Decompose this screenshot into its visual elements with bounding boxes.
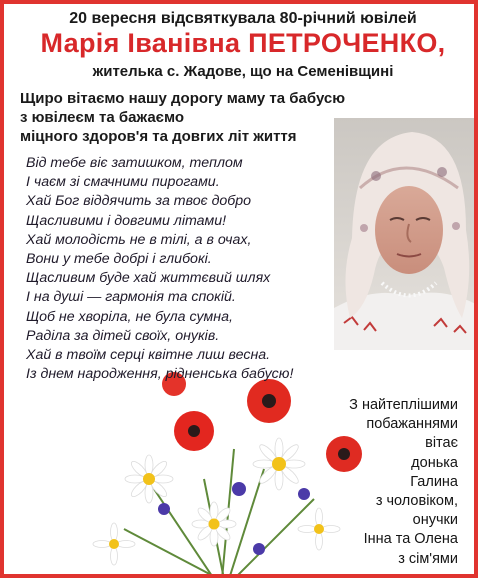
signoff [308,396,458,569]
residence-line: жителька с. Жадове, що на Семенівщині [92,63,394,80]
signoff-line: з сім'ями [398,550,458,567]
greeting-line: міцного здоров'я та довгих літ життя [20,128,297,145]
poem [26,154,356,384]
greeting-line: Щиро вітаємо нашу дорогу маму та бабусю [20,90,346,107]
poem-line: І на душі — гармонія та спокій. [26,289,236,306]
signoff-line: побажаннями [366,416,458,433]
poem-line: Хай молодість не в тілі, а в очах, [26,231,252,248]
poem-line: Від тебе віє затишком, теплом [26,155,243,171]
poem-line: Із днем народження, рідненська бабусю! [26,366,294,383]
signoff-line: донька [411,454,458,471]
poem-line: Щоб не хворіла, не була сумна, [26,308,233,325]
announcement-line: 20 вересня відсвяткувала 80-річний ювілей [69,10,417,27]
poem-line: Хай Бог віддячить за твоє добро [26,193,252,210]
signoff-line: Інна та Олена [363,531,458,548]
poem-line: Щасливим буде хай життєвий шлях [26,270,271,287]
signoff-line: З найтеплішими [349,397,458,413]
signoff-line: онучки [412,512,458,529]
honoree-name: Марія Іванівна ПЕТРОЧЕНКО, [40,28,446,58]
greeting-text [20,89,360,146]
signoff-line: вітає [425,435,458,452]
signoff-line: Галина [410,473,458,490]
poem-line: Вони у тебе добрі і глибокі. [26,251,212,268]
poem-line: І чаєм зі смачними пирогами. [26,174,220,191]
poem-line: Раділа за дітей своїх, онуків. [26,327,220,344]
greeting-line: з ювілеєм та бажаємо [20,109,185,126]
signoff-line: з чоловіком, [375,493,458,510]
poem-line: Щасливими і довгими літами! [26,212,227,229]
poem-line: Хай в твоїм серці квітне лиш весна. [26,347,271,364]
